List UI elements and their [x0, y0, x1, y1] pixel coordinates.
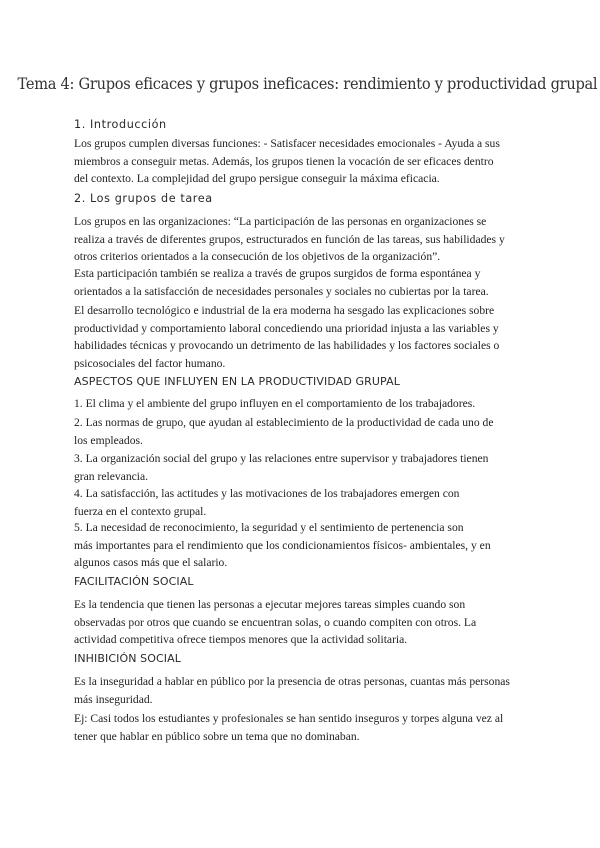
- text-line: algunos casos más que el salario.: [74, 556, 228, 570]
- text-line: Los grupos en las organizaciones: “La participación de las personas en organizaciones se: [74, 215, 487, 228]
- text-line: más inseguridad.: [74, 692, 153, 706]
- text-line: miembros a conseguir metas. Además, los grupos tienen la vocación de ser eficaces dentro: [74, 154, 494, 168]
- section-heading-inhibicion-social: INHIBICIÓN SOCIAL: [74, 652, 182, 665]
- section-heading-grupos-de-tarea: 2. Los grupos de tarea: [74, 192, 213, 205]
- text-line: tener que hablar en público sobre un tema que no dominaban.: [74, 729, 360, 743]
- text-line: actividad competitiva ofrece tiempos menores que la actividad solitaria.: [74, 633, 408, 647]
- text-line: Los grupos cumplen diversas funciones: - Satisfacer necesidades emocionales - Ayuda a sus: [74, 137, 500, 150]
- text-line: realiza a través de diferentes grupos, estructurados en función de las tareas, sus habilidades y: [74, 232, 505, 246]
- text-line: 5. La necesidad de reconocimiento, la seguridad y el sentimiento de pertenencia son: [74, 521, 464, 534]
- list-item: [74, 414, 534, 449]
- text-line: Ej: Casi todos los estudiantes y profesionales se han sentido inseguros y torpes alguna vez al: [74, 712, 504, 725]
- text-line: orientados a la satisfacción de necesidades personales y sociales no cubiertas por la tarea.: [74, 284, 489, 298]
- text-line: fuerza en el contexto grupal.: [74, 504, 207, 518]
- text-line: 1. El clima y el ambiente del grupo influyen en el comportamiento de los trabajadores.: [74, 397, 476, 410]
- section-heading-aspectos: ASPECTOS QUE INFLUYEN EN LA PRODUCTIVIDAD GRUPAL: [74, 375, 400, 388]
- text-line: otros criterios orientados a la consecución de los objetivos de la organización”.: [74, 250, 441, 264]
- text-line: gran relevancia.: [74, 469, 149, 483]
- paragraph: [74, 673, 534, 708]
- text-line: psicosociales del factor humano.: [74, 356, 226, 370]
- list-item: [74, 485, 534, 520]
- paragraph: [74, 302, 534, 372]
- paragraph: [74, 265, 534, 300]
- text-line: más importantes para el rendimiento que los condicionamientos físicos- ambientales, y en: [74, 538, 491, 552]
- text-line: observadas por otros que cuando se encuentran solas, o cuando compiten con otros. La: [74, 615, 477, 629]
- text-line: 4. La satisfacción, las actitudes y las motivaciones de los trabajadores emergen con: [74, 487, 460, 500]
- text-line: productividad y comportamiento laboral concediendo una prioridad injusta a las variables y: [74, 321, 499, 335]
- text-line: del contexto. La complejidad del grupo persigue conseguir la máxima eficacia.: [74, 172, 440, 186]
- text-line: los empleados.: [74, 433, 143, 447]
- list-item: [74, 450, 534, 485]
- section-heading-introduccion: 1. Introducción: [74, 118, 167, 131]
- document-title: Tema 4: Grupos eficaces y grupos ineficaces: rendimiento y productividad grupal: [17, 75, 598, 93]
- text-line: El desarrollo tecnológico e industrial de la era moderna ha sesgado las explicaciones sobre: [74, 304, 495, 317]
- paragraph: [74, 213, 534, 266]
- paragraph: [74, 710, 534, 745]
- text-line: 3. La organización social del grupo y las relaciones entre supervisor y trabajadores tienen: [74, 452, 489, 465]
- text-line: habilidades técnicas y provocando un detrimento de las habilidades y los factores sociales o: [74, 339, 500, 353]
- text-line: 2. Las normas de grupo, que ayudan al establecimiento de la productividad de cada uno de: [74, 416, 494, 429]
- list-item: [74, 395, 534, 413]
- list-item: [74, 519, 534, 572]
- text-line: Es la inseguridad a hablar en público por la presencia de otras personas, cuantas más personas: [74, 675, 510, 688]
- text-line: Es la tendencia que tienen las personas a ejecutar mejores tareas simples cuando son: [74, 598, 466, 611]
- section-heading-facilitacion-social: FACILITACIÓN SOCIAL: [74, 575, 194, 588]
- paragraph: [74, 596, 534, 649]
- text-line: Esta participación también se realiza a través de grupos surgidos de forma espontánea y: [74, 267, 481, 280]
- paragraph: [74, 135, 534, 188]
